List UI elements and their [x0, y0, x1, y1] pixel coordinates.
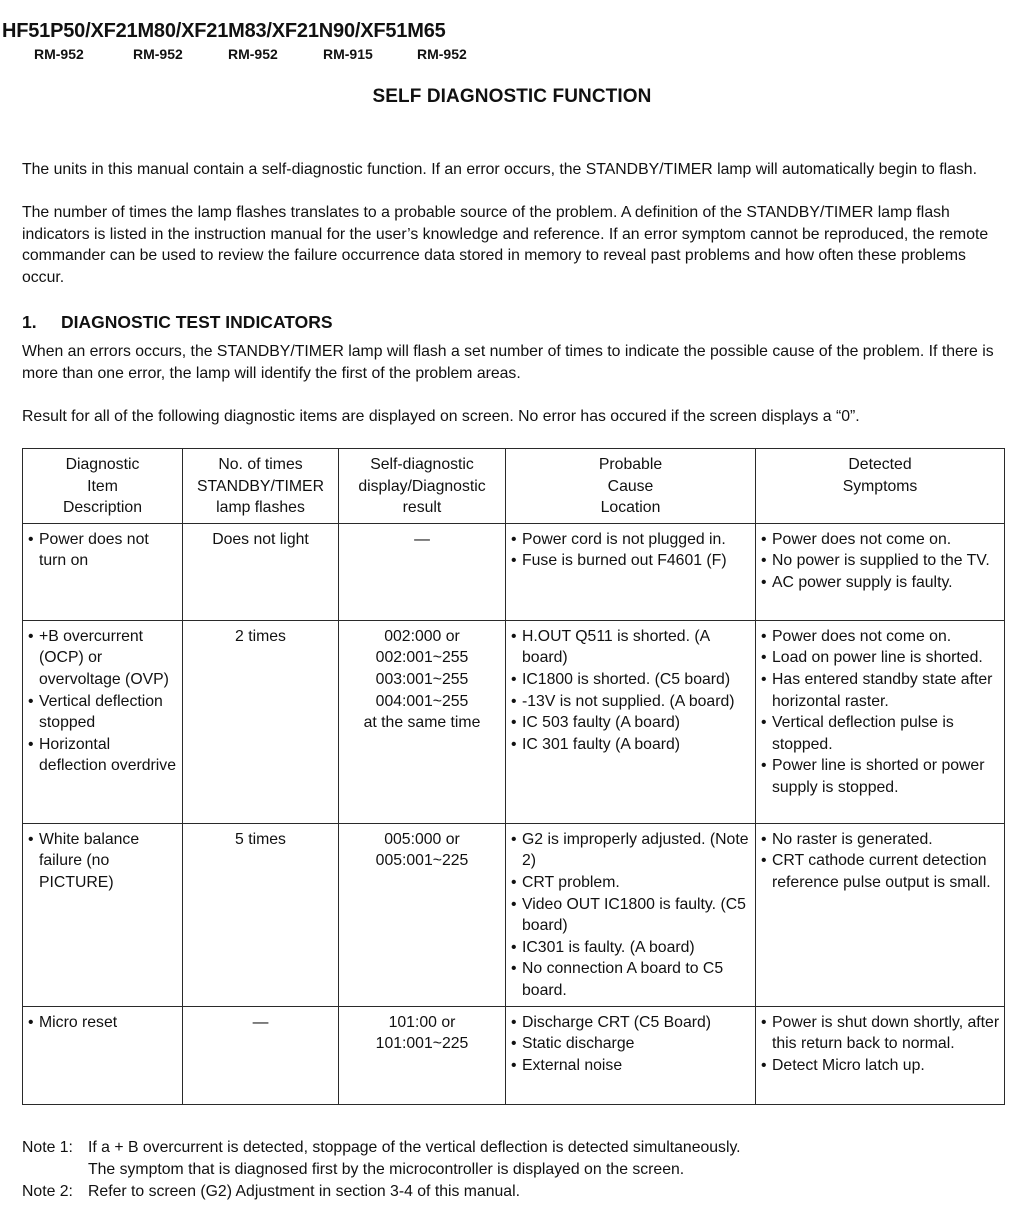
note-text: Refer to screen (G2) Adjustment in section 3-4 of this manual.: [88, 1183, 520, 1200]
cell-flashes: —: [183, 1006, 339, 1104]
header-diagnostic-result: Self-diagnostic display/Diagnostic result: [339, 449, 506, 524]
list-item: • Power line is shorted or power supply is stopped.: [760, 755, 1000, 798]
note-1: [22, 1137, 1012, 1181]
header-lamp-flashes: No. of times STANDBY/TIMER lamp flashes: [183, 449, 339, 524]
notes: [22, 1137, 1012, 1203]
header-detected-symptoms: Detected Symptoms: [756, 449, 1005, 524]
list-item: • Horizontal deflection overdrive: [27, 734, 178, 777]
intro-paragraph-1: The units in this manual contain a self-diagnostic function. If an error occurs, the STANDBY/TIMER lamp will automatically begin to flash.: [22, 161, 977, 178]
list-item: • G2 is improperly adjusted. (Note 2): [510, 829, 751, 872]
cell-display: —: [339, 523, 506, 620]
list-item: • No raster is generated.: [760, 829, 1000, 851]
cell-item: [23, 523, 183, 620]
remote-model: RM-952: [417, 46, 467, 62]
cell-display: 101:00 or 101:001~225: [339, 1006, 506, 1104]
list-item: • H.OUT Q511 is shorted. (A board): [510, 626, 751, 669]
list-item: • Power is shut down shortly, after this return back to normal.: [760, 1012, 1000, 1055]
cell-cause: [506, 523, 756, 620]
cell-symptoms: [756, 1006, 1005, 1104]
cell-cause: [506, 823, 756, 1006]
cell-display: 005:000 or 005:001~225: [339, 823, 506, 1006]
list-item: • +B overcurrent (OCP) or overvoltage (OVP): [27, 626, 178, 691]
list-item: • IC1800 is shorted. (C5 board): [510, 669, 751, 691]
table-row: [23, 620, 1005, 823]
list-item: • CRT cathode current detection reference pulse output is small.: [760, 850, 1000, 893]
section-paragraph-1: When an errors occurs, the STANDBY/TIMER lamp will flash a set number of times to indicate the possible cause of the problem. If there is more than one error, the lamp will identify the first of the problem areas.: [22, 343, 994, 382]
list-item: • Has entered standby state after horizontal raster.: [760, 669, 1000, 712]
note-2: [22, 1181, 1012, 1203]
section-title: DIAGNOSTIC TEST INDICATORS: [61, 312, 333, 332]
cell-symptoms: [756, 823, 1005, 1006]
section-number: 1.: [22, 312, 37, 332]
cell-flashes: Does not light: [183, 523, 339, 620]
table-row: [23, 1006, 1005, 1104]
cell-item: [23, 620, 183, 823]
cell-item: [23, 1006, 183, 1104]
note-text: If a + B overcurrent is detected, stoppage of the vertical deflection is detected simultaneously. The symptom that is diagnosed first by the microcontroller is displayed on the screen.: [88, 1139, 741, 1178]
intro-paragraph-2: The number of times the lamp flashes translates to a probable source of the problem. A definition of the STANDBY/TIMER lamp flash indicators is listed in the instruction manual for the user’s knowledge and reference. If an error symptom cannot be reproduced, the remote commander can be used to review the failure occurrence data stored in memory to reveal past problems and how often these problems occur.: [22, 204, 989, 286]
list-item: • IC 301 faulty (A board): [510, 734, 751, 756]
list-item: • Static discharge: [510, 1033, 751, 1055]
list-item: • Detect Micro latch up.: [760, 1055, 1000, 1077]
section-paragraph-2: Result for all of the following diagnostic items are displayed on screen. No error has occured if the screen displays a “0”.: [22, 408, 860, 425]
diagnostic-table: [22, 448, 1005, 1105]
list-item: • CRT problem.: [510, 872, 751, 894]
list-item: • White balance failure (no PICTURE): [27, 829, 178, 894]
table-row: [23, 823, 1005, 1006]
note-label: Note 1:: [22, 1139, 73, 1156]
list-item: • No connection A board to C5 board.: [510, 958, 751, 1001]
list-item: • Power cord is not plugged in.: [510, 529, 751, 551]
list-item: • Video OUT IC1800 is faulty. (C5 board): [510, 894, 751, 937]
list-item: • Power does not come on.: [760, 626, 1000, 648]
table-row: [23, 523, 1005, 620]
cell-display: 002:000 or 002:001~255 003:001~255 004:001~255 at the same time: [339, 620, 506, 823]
header-diagnostic-item: Diagnostic Item Description: [23, 449, 183, 524]
list-item: • -13V is not supplied. (A board): [510, 691, 751, 713]
list-item: • Vertical deflection stopped: [27, 691, 178, 734]
cell-flashes: 5 times: [183, 823, 339, 1006]
page-title: SELF DIAGNOSTIC FUNCTION: [372, 86, 652, 107]
list-item: • Fuse is burned out F4601 (F): [510, 550, 751, 572]
remote-model: RM-952: [228, 46, 278, 62]
cell-cause: [506, 1006, 756, 1104]
remote-model: RM-952: [133, 46, 183, 62]
list-item: • External noise: [510, 1055, 751, 1077]
list-item: • Micro reset: [27, 1012, 178, 1034]
cell-cause: [506, 620, 756, 823]
list-item: • IC 503 faulty (A board): [510, 712, 751, 734]
model-numbers: HF51P50/XF21M80/XF21M83/XF21N90/XF51M65: [2, 20, 446, 42]
cell-symptoms: [756, 523, 1005, 620]
list-item: • IC301 is faulty. (A board): [510, 937, 751, 959]
list-item: • Power does not come on.: [760, 529, 1000, 551]
remote-model: RM-915: [323, 46, 373, 62]
list-item: • Load on power line is shorted.: [760, 647, 1000, 669]
note-label: Note 2:: [22, 1183, 73, 1200]
section-heading: [22, 312, 333, 333]
cell-symptoms: [756, 620, 1005, 823]
remote-model: RM-952: [34, 46, 84, 62]
table-header-row: [23, 449, 1005, 524]
list-item: • Vertical deflection pulse is stopped.: [760, 712, 1000, 755]
list-item: • Power does not turn on: [27, 529, 178, 572]
cell-item: [23, 823, 183, 1006]
cell-flashes: 2 times: [183, 620, 339, 823]
list-item: • No power is supplied to the TV.: [760, 550, 1000, 572]
header-probable-cause: Probable Cause Location: [506, 449, 756, 524]
list-item: • Discharge CRT (C5 Board): [510, 1012, 751, 1034]
list-item: • AC power supply is faulty.: [760, 572, 1000, 594]
